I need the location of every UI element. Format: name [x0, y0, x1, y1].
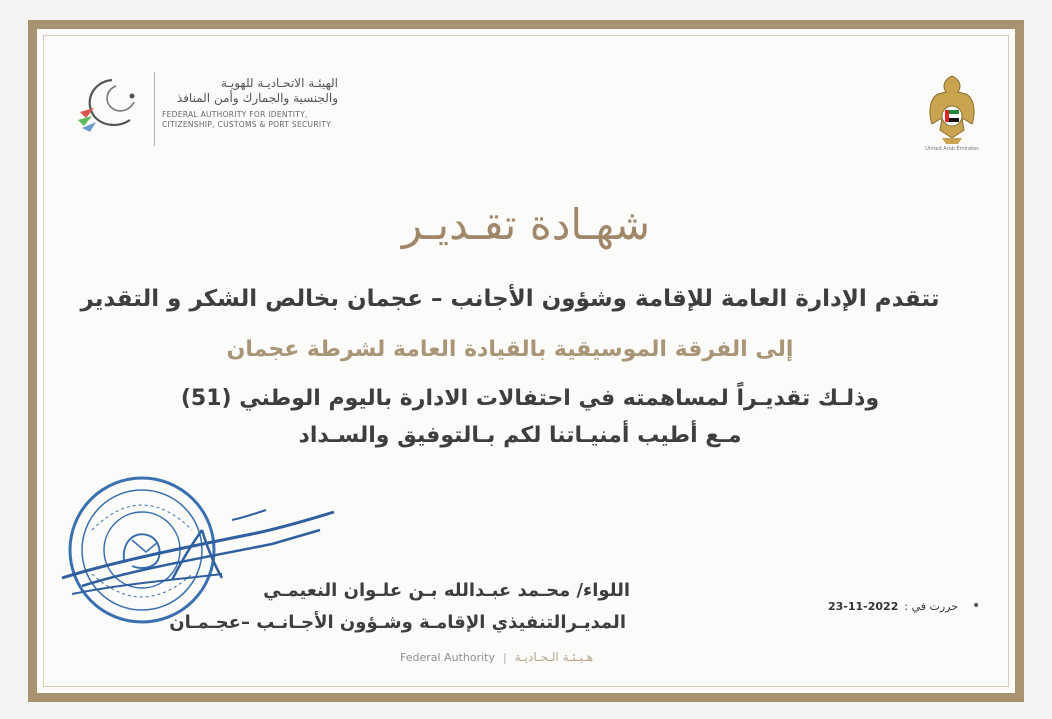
authority-name-ar-line2: والجنسية والجمارك وأمن المنافذ — [176, 91, 338, 105]
certificate-line-4: مـع أطيب أمنيـاتنا لكم بـالتوفيق والسـداد — [298, 423, 742, 448]
issue-date-row — [828, 598, 988, 614]
certificate-title: شهـادة تقـديـر — [401, 200, 651, 249]
footer — [400, 650, 660, 664]
issue-date: 23-11-2022 — [828, 599, 899, 613]
signatory-name: اللواء/ محـمد عبـدالله بـن علـوان النعيمـي — [263, 580, 630, 601]
certificate-recipient: إلى الفرقة الموسيقية بالقيادة العامة لشرطة عجمان — [226, 337, 794, 362]
logo-divider — [154, 72, 155, 146]
footer-ar: هـيـئـة الـحـاديـة — [514, 650, 594, 664]
signatory-title: المديـرالتنفيذي الإقامـة وشـؤون الأجـانـب –عجـمـان — [169, 612, 626, 633]
authority-name-en-line2: CITIZENSHIP, CUSTOMS & PORT SECURITY — [162, 120, 332, 129]
footer-separator: | — [502, 650, 507, 664]
authority-name-en-line1: FEDERAL AUTHORITY FOR IDENTITY, — [162, 110, 308, 119]
certificate-line-3: وذلـك تقديـراً لمساهمته في احتفالات الادارة باليوم الوطني (51) — [180, 386, 880, 411]
uae-emblem-icon — [924, 72, 980, 154]
footer-en: Federal Authority — [400, 650, 495, 664]
authority-name-ar-line1: الهيئـة الاتحـاديـة للهويـة — [220, 76, 338, 90]
certificate-line-1: تتقدم الإدارة العامة للإقامة وشؤون الأجانب – عجمان بخالص الشكر و التقدير — [80, 286, 940, 312]
federal-authority-logo-icon — [72, 72, 152, 142]
bullet-icon: • — [972, 598, 981, 614]
issue-date-label: حررت في : — [904, 599, 959, 613]
authority-name-block — [160, 76, 360, 130]
emblem-caption: United Arab Emirates — [925, 146, 979, 152]
